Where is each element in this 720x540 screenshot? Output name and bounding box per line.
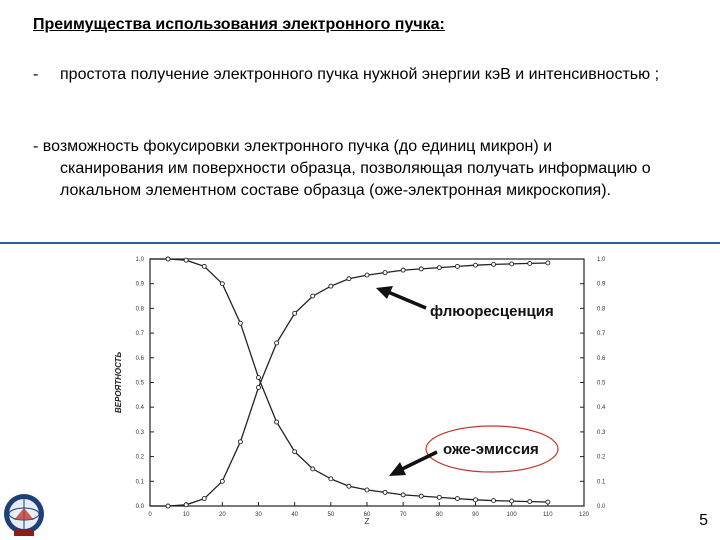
- data-point: [455, 497, 459, 501]
- y-tick-label-left: 0.6: [135, 355, 144, 362]
- university-emblem-icon: [2, 492, 46, 538]
- y-tick-label-right: 0.4: [597, 405, 606, 412]
- bullet-text-first-line: [33, 136, 693, 158]
- x-tick-label: 20: [218, 512, 226, 518]
- data-point: [293, 450, 297, 454]
- y-tick-label-left: 0.4: [135, 405, 144, 412]
- y-tick-label-left: 0.7: [135, 331, 144, 338]
- y-tick-label-right: 0.8: [597, 306, 606, 313]
- data-point: [329, 284, 333, 288]
- data-point: [275, 420, 279, 424]
- y-tick-label-left: 0.1: [135, 479, 144, 486]
- chart-curves: [150, 257, 550, 508]
- series-line-1: [150, 263, 548, 506]
- data-point: [365, 488, 369, 492]
- x-axis-label: Z: [364, 517, 370, 524]
- data-point: [347, 277, 351, 281]
- y-tick-label-left: 1.0: [135, 257, 144, 263]
- arrow-auger-shaft: [400, 452, 437, 470]
- data-point: [365, 273, 369, 277]
- data-point: [474, 263, 478, 267]
- data-point: [184, 258, 188, 262]
- y-tick-label-right: 0.7: [597, 331, 606, 338]
- y-axis-label: ВЕРОЯТНОСТЬ: [114, 351, 123, 414]
- data-point: [220, 479, 224, 483]
- data-point: [401, 268, 405, 272]
- data-point: [437, 495, 441, 499]
- data-point: [275, 341, 279, 345]
- x-tick-label: 100: [506, 512, 517, 518]
- data-point: [546, 500, 550, 504]
- x-tick-label: 10: [182, 512, 190, 518]
- data-point: [311, 467, 315, 471]
- data-point: [546, 261, 550, 265]
- bullet-item-1: [33, 64, 693, 86]
- y-tick-label-right: 0.9: [597, 281, 606, 288]
- x-tick-label: 80: [435, 512, 443, 518]
- data-point: [474, 498, 478, 502]
- data-point: [166, 504, 170, 508]
- x-tick-label: 110: [543, 512, 553, 518]
- data-point: [492, 262, 496, 266]
- x-tick-label: 30: [255, 512, 262, 518]
- probability-chart: [100, 248, 620, 524]
- annotation-auger: оже-эмиссия: [443, 441, 539, 458]
- y-tick-label-right: 0.5: [597, 380, 606, 387]
- data-point: [419, 494, 423, 498]
- chart-ticks: [136, 257, 606, 518]
- data-point: [329, 477, 333, 481]
- plot-frame: [150, 259, 584, 506]
- bullet-marker: -: [33, 66, 39, 83]
- data-point: [401, 493, 405, 497]
- series-line-2: [150, 259, 548, 502]
- data-point: [311, 294, 315, 298]
- x-tick-label: 120: [578, 512, 590, 518]
- data-point: [166, 257, 170, 261]
- y-tick-label-left: 0.2: [135, 454, 144, 461]
- data-point: [383, 271, 387, 275]
- y-tick-label-left: 0.8: [135, 306, 144, 313]
- data-point: [293, 311, 297, 315]
- x-tick-label: 40: [291, 512, 299, 518]
- y-tick-label-right: 0.0: [597, 504, 606, 510]
- separator-line: [0, 242, 720, 244]
- data-point: [455, 264, 459, 268]
- annotation-fluorescence: флюоресценция: [430, 303, 554, 320]
- bullet-first-line: возможность фокусировки электронного пучка (до единиц микрон) и: [42, 138, 553, 155]
- data-point: [437, 266, 441, 270]
- data-point: [510, 499, 514, 503]
- x-tick-label: 50: [327, 512, 335, 518]
- y-tick-label-right: 0.2: [597, 454, 606, 461]
- data-point: [220, 282, 224, 286]
- bullet-item-2: [33, 136, 693, 202]
- data-point: [528, 500, 532, 504]
- data-point: [238, 440, 242, 444]
- y-tick-label-right: 0.6: [597, 355, 606, 362]
- y-tick-label-right: 0.3: [597, 429, 606, 436]
- data-point: [383, 490, 387, 494]
- data-point: [492, 499, 496, 503]
- data-point: [510, 262, 514, 266]
- data-point: [184, 503, 188, 507]
- x-tick-label: 0: [148, 512, 152, 518]
- x-tick-label: 70: [399, 512, 407, 518]
- bullet-text-rest: сканирования им поверхности образца, позволяющая получать информацию о локальном элементном составе образца (оже-электронная микроскопия).: [60, 160, 651, 199]
- data-point: [257, 385, 261, 389]
- data-point: [202, 497, 206, 501]
- y-tick-label-left: 0.5: [135, 380, 144, 387]
- x-tick-label: 60: [363, 512, 371, 518]
- bullet-marker: -: [33, 138, 39, 155]
- data-point: [528, 261, 532, 265]
- y-tick-label-right: 0.1: [597, 479, 606, 486]
- chart-annotations: [376, 286, 558, 476]
- x-tick-label: 90: [472, 512, 479, 518]
- y-tick-label-left: 0.9: [135, 281, 144, 288]
- bullet-text: простота получение электронного пучка нужной энергии кэВ и интенсивностью ;: [60, 66, 660, 83]
- data-point: [238, 321, 242, 325]
- y-tick-label-right: 1.0: [597, 257, 606, 263]
- data-point: [202, 264, 206, 268]
- slide-title: Преимущества использования электронного пучка:: [33, 16, 445, 33]
- y-tick-label-left: 0.0: [135, 504, 144, 510]
- data-point: [347, 484, 351, 488]
- arrow-fluorescence-shaft: [388, 292, 426, 308]
- data-point: [257, 376, 261, 380]
- y-tick-label-left: 0.3: [135, 429, 144, 436]
- data-point: [419, 267, 423, 271]
- page-number: 5: [699, 512, 708, 529]
